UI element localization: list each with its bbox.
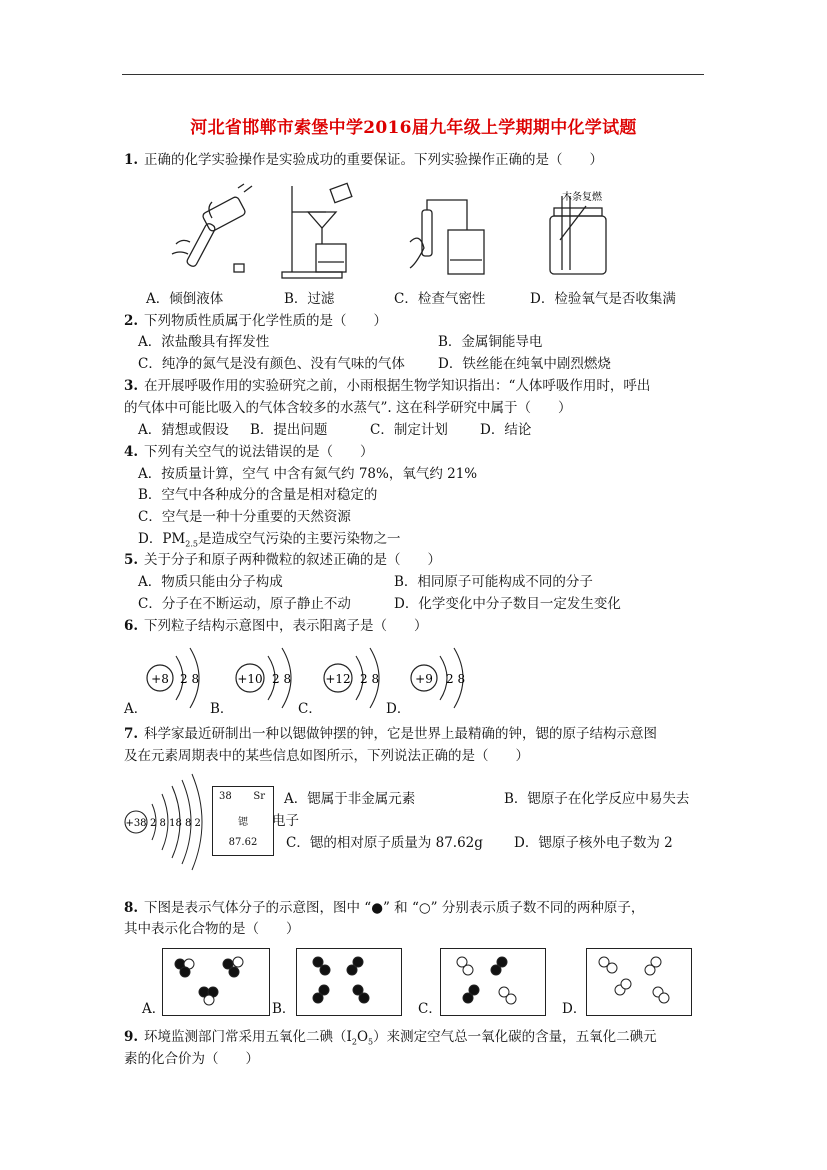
q6-ion-b-nucleus: +10	[237, 672, 263, 686]
q9-number: 9.	[124, 1029, 139, 1045]
q5-option-a: A．物质只能由分子构成	[138, 574, 283, 590]
q6-letter-d: D．	[386, 701, 411, 717]
q6-number: 6.	[124, 618, 139, 634]
q7-option-b: B．锶原子在化学反应中易失去	[504, 791, 690, 807]
q1-number: 1.	[124, 152, 139, 168]
q8-line1: 下图是表示气体分子的示意图，图中 “●” 和 “○” 分别表示质子数不同的两种原子，	[144, 900, 645, 916]
q2-option-c: C．纯净的氮气是没有颜色、没有气味的气体	[138, 356, 405, 372]
q1-option-d: D．检验氧气是否收集满	[530, 291, 676, 307]
q8-box-a	[162, 948, 270, 1016]
q8-letter-c: C．	[418, 1001, 442, 1017]
q6-letter-c: C．	[298, 701, 322, 717]
q3-option-b: B．提出问题	[250, 422, 328, 438]
q1-figure-filter	[282, 182, 362, 282]
q3-option-a: A．猜想或假设	[138, 422, 229, 438]
q4-option-c: C．空气是一种十分重要的天然资源	[138, 509, 351, 525]
q1-option-b: B．过滤	[284, 291, 335, 307]
q6-ion-a-shells: 2 8	[180, 672, 200, 686]
q1-splint-label: 木条复燃	[562, 192, 602, 203]
q8-letter-d: D．	[562, 1001, 587, 1017]
q1-figure-airtightness	[404, 192, 494, 282]
q6-letter-a: A．	[124, 701, 148, 717]
q8-letter-b: B．	[272, 1001, 296, 1017]
q6-ion-d-shells: 2 8	[446, 672, 466, 686]
q4-number: 4.	[124, 444, 139, 460]
q8-box-b	[296, 948, 402, 1016]
q7-strontium-atom-diagram	[124, 772, 210, 872]
q6-ion-d-nucleus: +9	[415, 672, 433, 686]
q2-option-b: B．金属铜能导电	[438, 334, 543, 350]
q7-line1: 科学家最近研制出一种以锶做钟摆的钟，它是世界上最精确的钟，锶的原子结构示意图	[144, 726, 657, 742]
q7-atomic-mass: 87.62	[228, 837, 258, 848]
q5-number: 5.	[124, 552, 139, 568]
q6-ion-a-nucleus: +8	[151, 672, 169, 686]
q7-atom-shells: 2 8 18 8 2	[150, 818, 201, 829]
q7-atom-nucleus: +38	[125, 818, 147, 829]
q2-number: 2.	[124, 313, 139, 329]
q6-ion-c-shells: 2 8	[360, 672, 380, 686]
q6-ion-c-nucleus: +12	[325, 672, 351, 686]
q6-ion-d	[410, 642, 490, 712]
q8-letter-a: A．	[142, 1001, 166, 1017]
q6-stem: 下列粒子结构示意图中，表示阳离子是（ ）	[144, 618, 428, 634]
q3-option-d: D．结论	[480, 422, 532, 438]
q1-option-c: C．检查气密性	[394, 291, 486, 307]
q3-number: 3.	[124, 378, 139, 394]
q1-figure-pour-liquid	[168, 182, 258, 282]
q8-number: 8.	[124, 900, 139, 916]
q7-element-name: 锶	[238, 817, 248, 828]
q3-line2: 的气体中可能比吸入的气体含较多的水蒸气”. 这在科学研究中属于（ ）	[124, 400, 572, 416]
q7-option-b-cont: 电子	[272, 813, 299, 829]
q7-element-symbol: Sr	[253, 791, 265, 802]
q3-option-c: C．制定计划	[370, 422, 448, 438]
q4-option-a: A．按质量计算，空气 中含有氮气约 78%，氧气约 21%	[138, 466, 478, 482]
q2-option-d: D．铁丝能在纯氧中剧烈燃烧	[438, 356, 611, 372]
q7-option-d: D．锶原子核外电子数为 2	[514, 835, 673, 851]
q2-option-a: A．浓盐酸具有挥发性	[138, 334, 270, 350]
q8-box-d	[586, 948, 692, 1016]
q1-option-a: A．倾倒液体	[146, 291, 224, 307]
q7-atomic-number: 38	[219, 791, 232, 802]
q7-number: 7.	[124, 726, 139, 742]
q7-option-c: C．锶的相对原子质量为 87.62g	[286, 835, 483, 851]
q4-option-b: B．空气中各种成分的含量是相对稳定的	[138, 487, 378, 503]
q8-box-c	[440, 948, 546, 1016]
q2-stem: 下列物质性质属于化学性质的是（ ）	[144, 313, 387, 329]
q7-line2: 及在元素周期表中的某些信息如图所示，下列说法正确的是（ ）	[124, 748, 529, 764]
q7-periodic-cell	[212, 786, 274, 856]
q5-option-c: C．分子在不断运动，原子静止不动	[138, 596, 351, 612]
q4-stem: 下列有关空气的说法错误的是（ ）	[144, 444, 374, 460]
q1-figure-oxygen-check	[540, 190, 630, 280]
q6-ion-b-shells: 2 8	[272, 672, 292, 686]
q5-option-d: D．化学变化中分子数目一定发生变化	[394, 596, 621, 612]
q5-option-b: B．相同原子可能构成不同的分子	[394, 574, 593, 590]
q3-line1: 在开展呼吸作用的实验研究之前，小雨根据生物学知识指出：“人体呼吸作用时，呼出	[144, 378, 651, 394]
header-rule	[122, 74, 704, 75]
q5-stem: 关于分子和原子两种微粒的叙述正确的是（ ）	[144, 552, 441, 568]
q4-option-d: D．$PM_{2.5}$是造成空气污染的主要污染物之一	[138, 531, 401, 549]
q9-line2: 素的化合价为（ ）	[124, 1051, 259, 1067]
q7-option-a: A．锶属于非金属元素	[284, 791, 416, 807]
q1-stem: 正确的化学实验操作是实验成功的重要保证。下列实验操作正确的是（ ）	[144, 152, 603, 168]
q9-line1: 环境监测部门常采用五氧化二碘$(I_2O_5)$来测定空气总一氧化碳的含量，五氧化二碘元	[144, 1029, 657, 1047]
q8-line2: 其中表示化合物的是（ ）	[124, 921, 300, 937]
page-title: 河北省邯郸市索堡中学2016届九年级上学期期中化学试题	[190, 118, 637, 138]
q6-letter-b: B．	[210, 701, 234, 717]
